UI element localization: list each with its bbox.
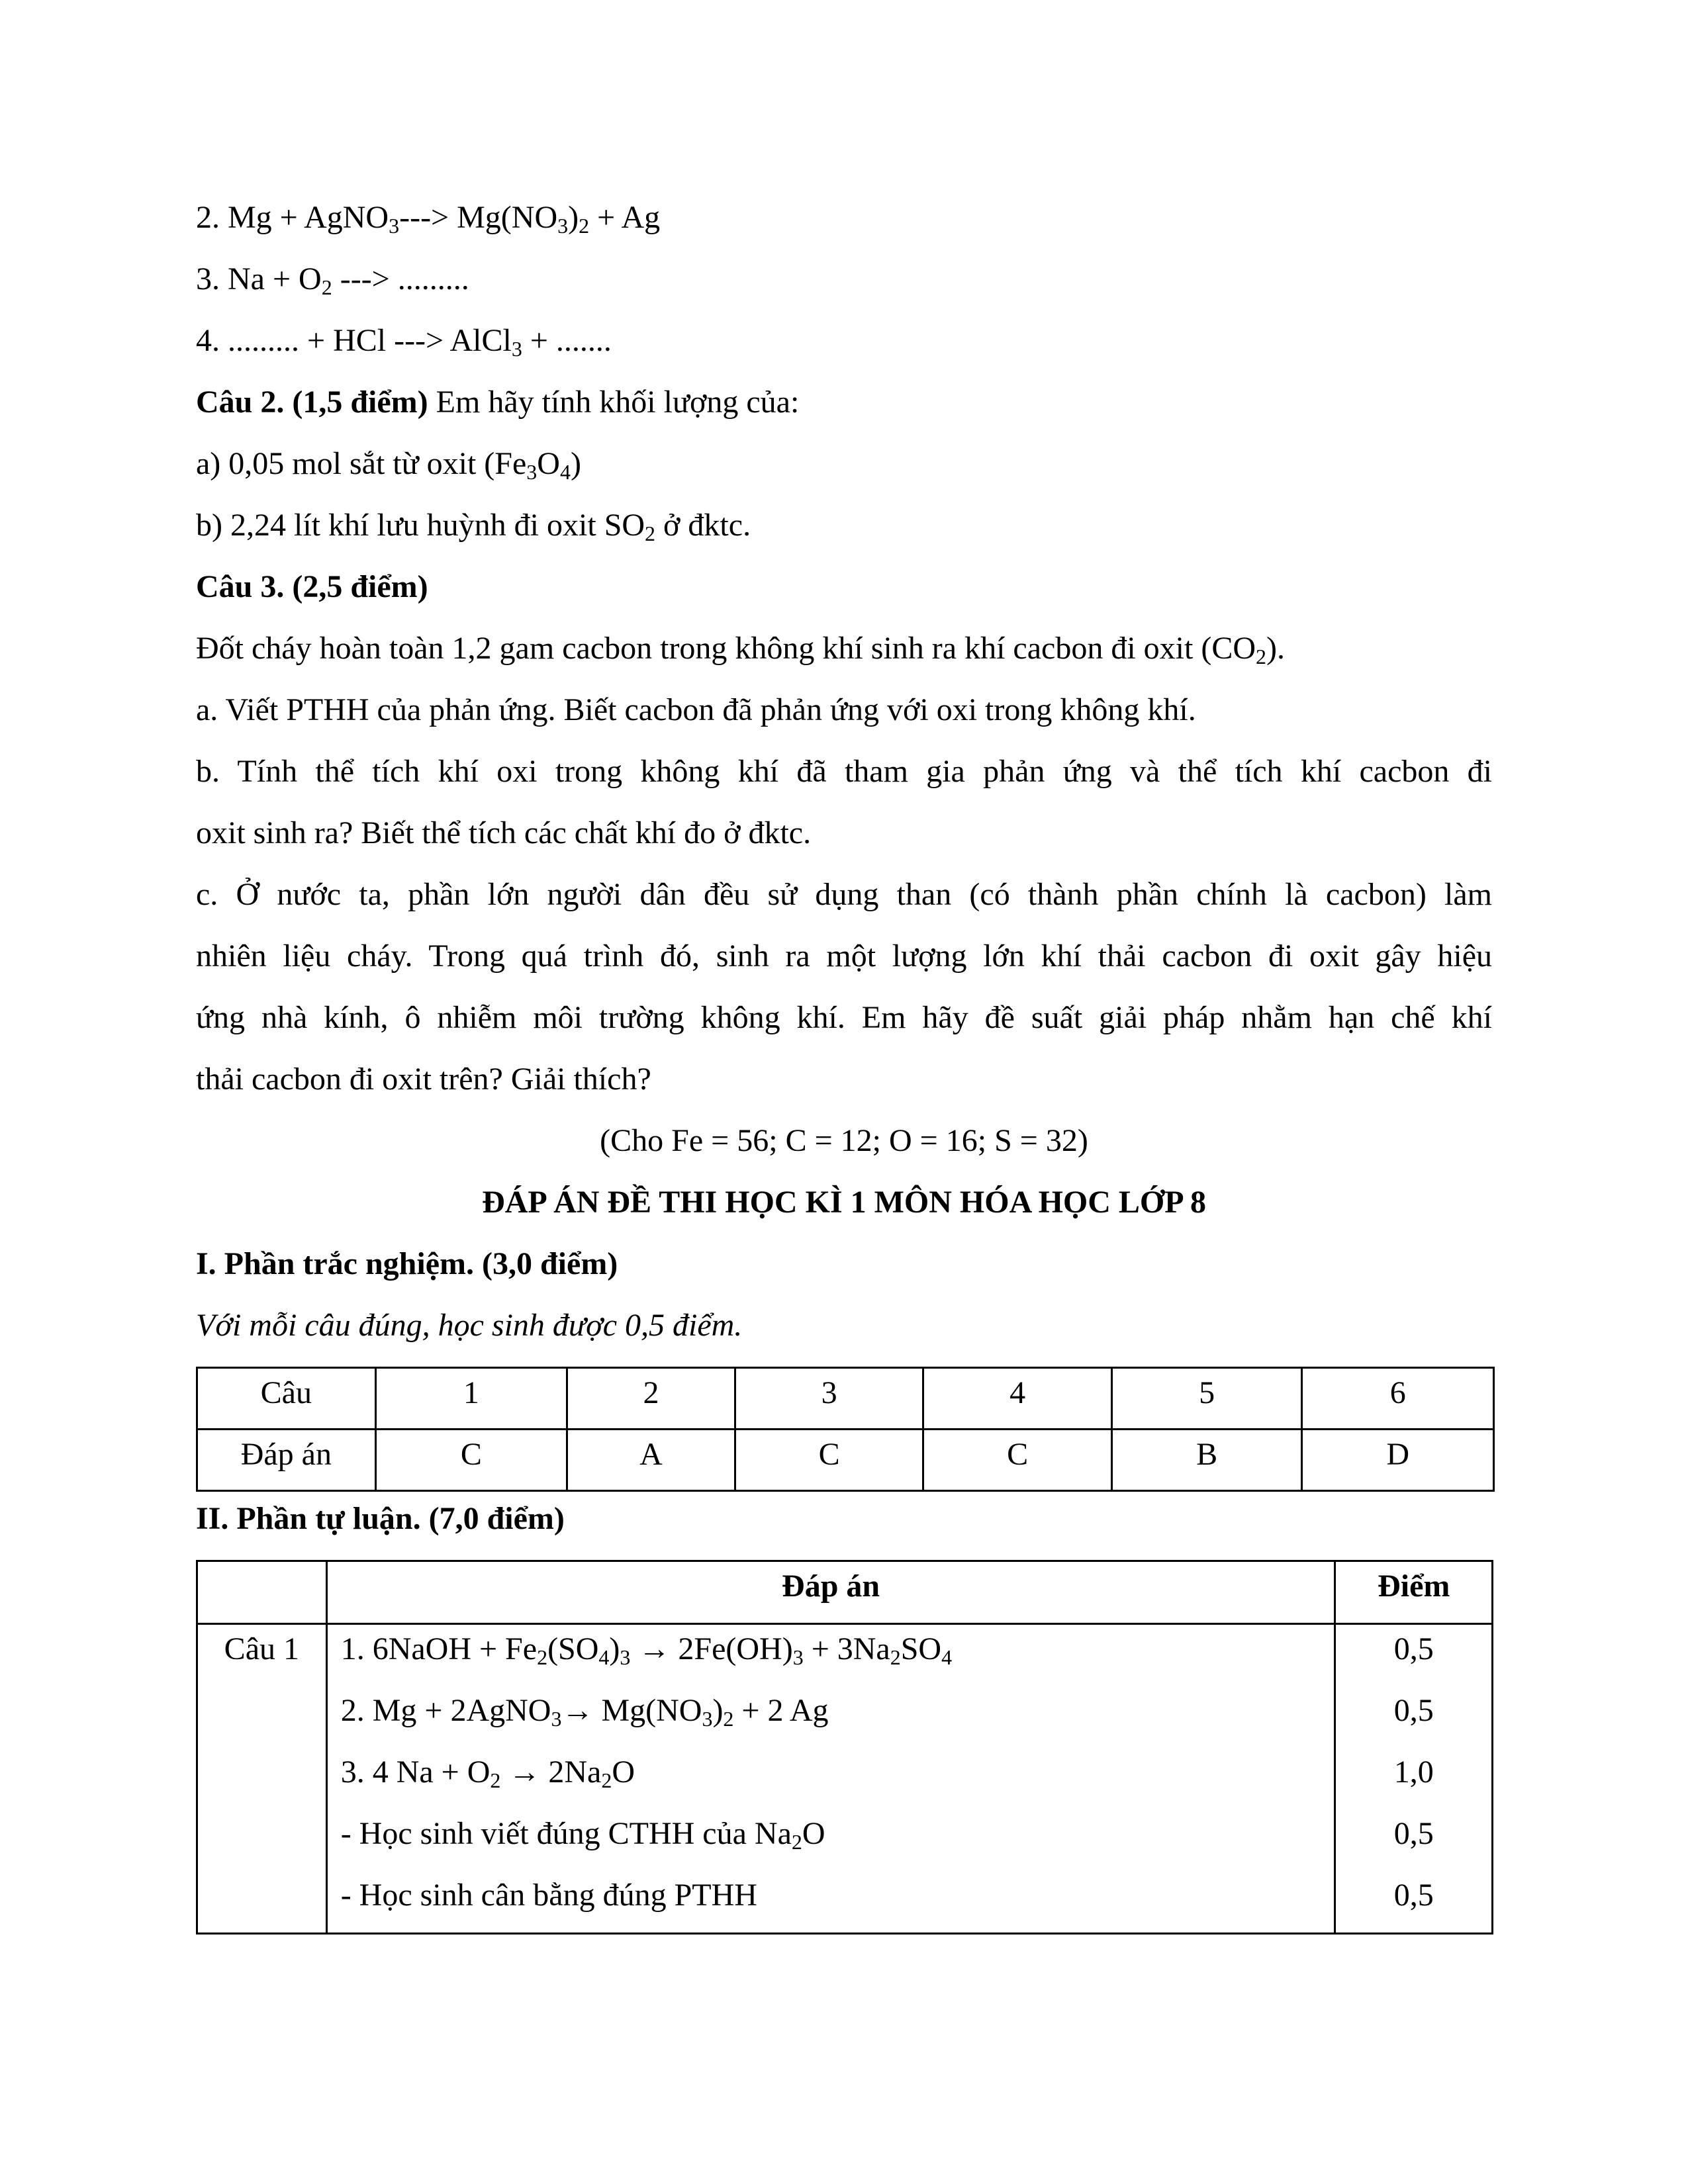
multiple-choice-answer-table — [196, 1367, 1495, 1492]
part-1-title: I. Phần trắc nghiệm. (3,0 điểm) — [196, 1246, 618, 1281]
essay-question-label: Câu 1 — [197, 1624, 327, 1934]
essay-score-cell — [1335, 1624, 1493, 1934]
answer-letter: B — [1111, 1430, 1302, 1491]
answer-line: 1. 6NaOH + $Fe_2(SO_4)_3 \to 2Fe(OH)_3 + 3Na_2SO_4$ — [340, 1631, 953, 1669]
question-2b: b) 2,24 lít khí lưu huỳnh đi oxit $SO_2$ ở đktc. — [196, 508, 751, 545]
atomic-masses-note: (Cho Fe = 56; C = 12; O = 16; S = 32) — [600, 1123, 1088, 1158]
question-3b-line-1: b. Tính thể tích khí oxi trong không khí đã tham gia phản ứng và thể tích khí cacbon đi — [196, 754, 1492, 789]
answer-letter: D — [1302, 1430, 1494, 1491]
score-value: 0,5 — [1393, 1693, 1434, 1728]
answer-line: - Học sinh viết đúng CTHH của $Na_2O$ — [340, 1816, 825, 1854]
score-value: 0,5 — [1393, 1816, 1434, 1851]
table-row — [197, 1430, 1494, 1491]
header-answer: Đáp án — [326, 1561, 1335, 1624]
score-value: 0,5 — [1393, 1631, 1434, 1666]
part-2-title: II. Phần tự luận. (7,0 điểm) — [196, 1501, 565, 1536]
question-3c-line-1: c. Ở nước ta, phần lớn người dân đều sử dụng than (có thành phần chính là cacbon) làm — [196, 877, 1492, 912]
question-number: 6 — [1302, 1368, 1494, 1430]
equation-2: 2. Mg + AgNO$_3$---> $Mg(NO_3)_2 + Ag$ — [196, 200, 661, 238]
question-3a: a. Viết PTHH của phản ứng. Biết cacbon đã phản ứng với oxi trong không khí. — [196, 692, 1196, 727]
equation-4: 4. ......... + HCl ---> AlCl$_3$ + ....... — [196, 323, 612, 361]
header-score: Điểm — [1335, 1561, 1493, 1624]
answer-letter: A — [567, 1430, 735, 1491]
question-number: 5 — [1111, 1368, 1302, 1430]
answer-line: - Học sinh cân bằng đúng PTHH — [340, 1878, 757, 1913]
header-empty — [197, 1561, 327, 1624]
table-header-row — [197, 1561, 1493, 1624]
answer-letter: C — [923, 1430, 1112, 1491]
equation-3: 3. $Na + O_2$ ---> ......... — [196, 261, 469, 299]
question-3c-line-2: nhiên liệu cháy. Trong quá trình đó, sinh ra một lượng lớn khí thải cacbon đi oxit gây hiệu — [196, 938, 1492, 974]
answer-line: 3. 4 $Na + O_2 \to 2Na_2O$ — [340, 1754, 635, 1792]
answer-letter: C — [375, 1430, 567, 1491]
essay-answer-table — [196, 1560, 1493, 1934]
answer-key-title: ĐÁP ÁN ĐỀ THI HỌC KÌ 1 MÔN HÓA HỌC LỚP 8 — [482, 1185, 1206, 1220]
question-2-heading: Câu 2. (1,5 điểm) Em hãy tính khối lượng của: — [196, 385, 800, 420]
question-3b-line-2: oxit sinh ra? Biết thể tích các chất khí đo ở đktc. — [196, 815, 812, 850]
answer-letter: C — [735, 1430, 923, 1491]
question-3c-line-3: ứng nhà kính, ô nhiễm môi trường không khí. Em hãy đề suất giải pháp nhằm hạn chế khí — [196, 1000, 1492, 1035]
question-2-title: Câu 2. (1,5 điểm) — [196, 385, 428, 420]
question-number: 1 — [375, 1368, 567, 1430]
question-number: 4 — [923, 1368, 1112, 1430]
question-3-intro: Đốt cháy hoàn toàn 1,2 gam cacbon trong không khí sinh ra khí cacbon đi oxit $(CO_2)$. — [196, 631, 1285, 668]
question-2a: a) 0,05 mol sắt từ oxit $(Fe_3O_4)$ — [196, 446, 581, 484]
question-3-title: Câu 3. (2,5 điểm) — [196, 569, 428, 604]
row-label-question: Câu — [197, 1368, 376, 1430]
answer-line: 2. Mg + 2AgNO$_3$→ $Mg(NO_3)_2 + 2$ Ag — [340, 1693, 829, 1731]
question-3c-line-4: thải cacbon đi oxit trên? Giải thích? — [196, 1062, 651, 1097]
table-row — [197, 1624, 1493, 1934]
question-number: 2 — [567, 1368, 735, 1430]
table-row — [197, 1368, 1494, 1430]
part-1-note: Với mỗi câu đúng, học sinh được 0,5 điểm. — [196, 1308, 743, 1343]
essay-answer-cell — [326, 1624, 1335, 1934]
document-page — [196, 193, 1492, 1934]
row-label-answer: Đáp án — [197, 1430, 376, 1491]
score-value: 1,0 — [1393, 1754, 1434, 1790]
score-value: 0,5 — [1393, 1878, 1434, 1913]
question-number: 3 — [735, 1368, 923, 1430]
